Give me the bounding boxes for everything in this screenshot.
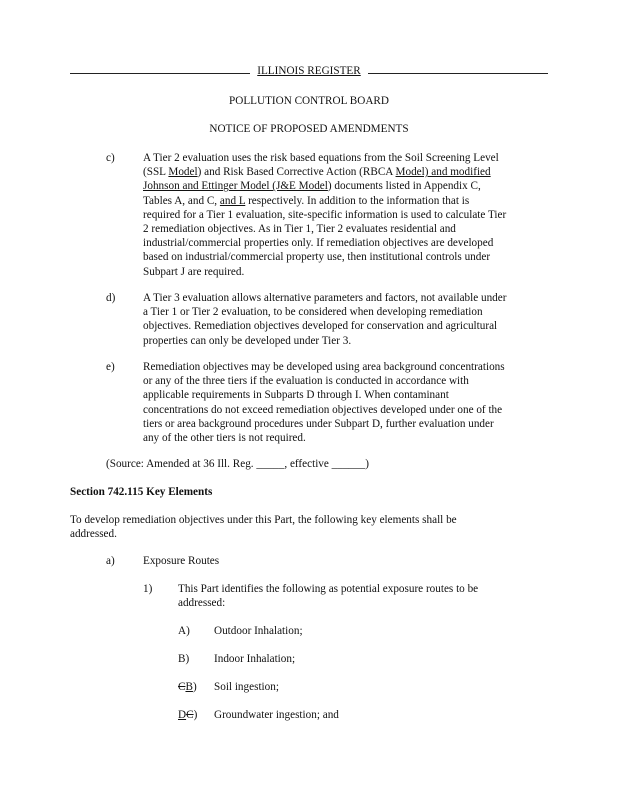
route-a-text: Outdoor Inhalation; (214, 625, 303, 637)
route-b-label: B) (178, 653, 190, 665)
exposure-label: a) (106, 555, 115, 567)
exposure-sub-label: 1) (143, 583, 153, 595)
item-d-label: d) (106, 292, 116, 304)
section-intro: To develop remediation objectives under this Part, the following key elements shall be addressed. (70, 514, 457, 541)
item-c-label: c) (106, 152, 115, 164)
route-c-text: Soil ingestion; (214, 681, 279, 693)
exposure-sub-text: This Part identifies the following as potential exposure routes to be addressed: (178, 583, 479, 610)
item-e-label: e) (106, 361, 115, 373)
item-c-text: A Tier 2 evaluation uses the risk based equations from the Soil Screening Level (SSL Model) and Risk Based Corrective Action (RBCA Model) and modified Johnson and Ettinger Model (J&E Model) documents listed in Appendix C, Tables A, and C, and L respectively. In addition to the information that is required for a Tier 1 evaluation, site-specific information is used to calculate Tier 2 remediation objectives. As in Tier 1, Tier 2 evaluates residential and industrial/commercial properties only. If remediation objectives are developed based on industrial/commercial property use, then institutional controls under Subpart J are required. (143, 152, 507, 278)
route-b-text: Indoor Inhalation; (214, 653, 296, 665)
item-d-text: A Tier 3 evaluation allows alternative parameters and factors, not available under a Tier 1 or Tier 2 evaluation, to be considered when developing remediation objectives. Remediation objectives developed for conservation and agricultural properties can only be developed under Tier 3. (143, 292, 507, 347)
route-d-label: DC) (178, 709, 198, 721)
source-note: (Source: Amended at 36 Ill. Reg. _____, effective ______) (106, 458, 369, 470)
item-e-text: Remediation objectives may be developed using area background concentrations or any of the three tiers if the evaluation is conducted in accordance with applicable requirements in Subparts D through I. When contaminant concentrations do not exceed remediation objectives developed under one of the tiers or area background procedures under Subpart D, further evaluation under any of the other tiers is not required. (143, 361, 505, 445)
exposure-title: Exposure Routes (143, 555, 220, 567)
route-c-label: CB) (178, 681, 197, 693)
board-title: POLLUTION CONTROL BOARD (229, 95, 389, 107)
route-d-text: Groundwater ingestion; and (214, 709, 339, 721)
route-a-label: A) (178, 625, 190, 637)
notice-title: NOTICE OF PROPOSED AMENDMENTS (209, 123, 409, 135)
register-title: ILLINOIS REGISTER (257, 65, 361, 77)
section-heading: Section 742.115 Key Elements (70, 486, 213, 498)
